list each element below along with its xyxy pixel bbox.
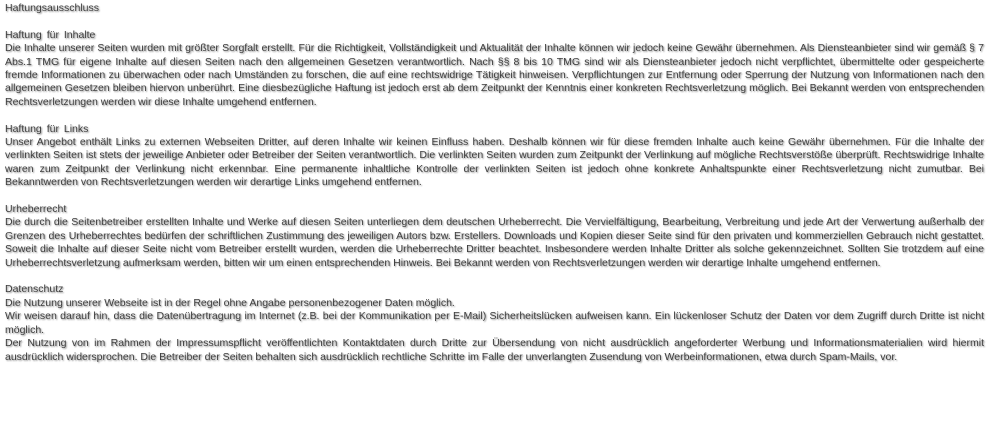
section-paragraph: Wir weisen darauf hin, dass die Datenübertragung im Internet (z.B. bei der Kommunikation per E-Mail) Sicherheitslücken aufweisen kann. Ein lückenloser Schutz der Daten vor dem Zugriff durch Dritte ist nicht möglich. <box>5 310 984 336</box>
section-data-protection <box>5 283 984 363</box>
page-title: Haftungsausschluss <box>5 2 99 14</box>
section-heading: Haftung für Inhalte <box>5 28 96 41</box>
section-content-liability <box>5 29 984 109</box>
section-heading: Haftung für Links <box>5 122 89 135</box>
section-paragraph: Die durch die Seitenbetreiber erstellten Inhalte und Werke auf diesen Seiten unterliegen dem deutschen Urheberrecht. Die Vervielfältigung, Bearbeitung, Verbreitung und jede Art der Verwertung außerhalb der Grenzen des Urheberrechtes bedürfen der schriftlichen Zustimmung des jeweiligen Autors bzw. Erstellers. Downloads und Kopien dieser Seite sind für den privaten und kommerziellen Gebrauch nicht gestattet. Soweit die Inhalte auf dieser Seite nicht vom Betreiber erstellt wurden, werden die Urheberrechte Dritter beachtet. Insbesondere werden Inhalte Dritter als solche gekennzeichnet. Sollten Sie trotzdem auf eine Urheberrechtsverletzung aufmerksam werden, bitten wir um einen entsprechenden Hinweis. Bei Bekannt werden von Rechtsverletzungen werden wir derartige Inhalte umgehend entfernen. <box>5 216 984 269</box>
section-paragraph: Der Nutzung von im Rahmen der Impressumspflicht veröffentlichten Kontaktdaten durch Dritte zur Übersendung von nicht ausdrücklich angeforderter Werbung und Informationsmaterialien wird hiermit ausdrücklich widersprochen. Die Betreiber der Seiten behalten sich ausdrücklich rechtliche Schritte im Falle der unverlangten Zusendung von Werbeinformationen, etwa durch Spam-Mails, vor. <box>5 337 984 363</box>
section-paragraph: Unser Angebot enthält Links zu externen Webseiten Dritter, auf deren Inhalte wir keinen Einfluss haben. Deshalb können wir für diese fremden Inhalte auch keine Gewähr übernehmen. Für die Inhalte der verlinkten Seiten ist stets der jeweilige Anbieter oder Betreiber der Seiten verantwortlich. Die verlinkten Seiten wurden zum Zeitpunkt der Verlinkung auf mögliche Rechtsverstöße überprüft. Rechtswidrige Inhalte waren zum Zeitpunkt der Verlinkung nicht erkennbar. Eine permanente inhaltliche Kontrolle der verlinkten Seiten ist jedoch ohne konkrete Anhaltspunkte einer Rechtsverletzung nicht zumutbar. Bei Bekanntwerden von Rechtsverletzungen werden wir derartige Links umgehend entfernen. <box>5 136 984 189</box>
section-paragraph: Die Nutzung unserer Webseite ist in der Regel ohne Angabe personenbezogener Daten möglich. <box>5 296 455 309</box>
section-heading: Urheberrecht <box>5 203 67 216</box>
section-heading: Datenschutz <box>5 283 64 296</box>
section-copyright <box>5 203 984 270</box>
section-paragraph: Die Inhalte unserer Seiten wurden mit größter Sorgfalt erstellt. Für die Richtigkeit, Vollständigkeit und Aktualität der Inhalte können wir jedoch keine Gewähr übernehmen. Als Diensteanbieter sind wir gemäß § 7 Abs.1 TMG für eigene Inhalte auf diesen Seiten nach den allgemeinen Gesetzen verantwortlich. Nach §§ 8 bis 10 TMG sind wir als Diensteanbieter jedoch nicht verpflichtet, übermittelte oder gespeicherte fremde Informationen zu überwachen oder nach Umständen zu forschen, die auf eine rechtswidrige Tätigkeit hinweisen. Verpflichtungen zur Entfernung oder Sperrung der Nutzung von Informationen nach den allgemeinen Gesetzen bleiben hiervon unberührt. Eine diesbezügliche Haftung ist jedoch erst ab dem Zeitpunkt der Kenntnis einer konkreten Rechtsverletzung möglich. Bei Bekannt werden von entsprechenden Rechtsverletzungen werden wir diese Inhalte umgehend entfernen. <box>5 42 984 108</box>
section-link-liability <box>5 123 984 190</box>
